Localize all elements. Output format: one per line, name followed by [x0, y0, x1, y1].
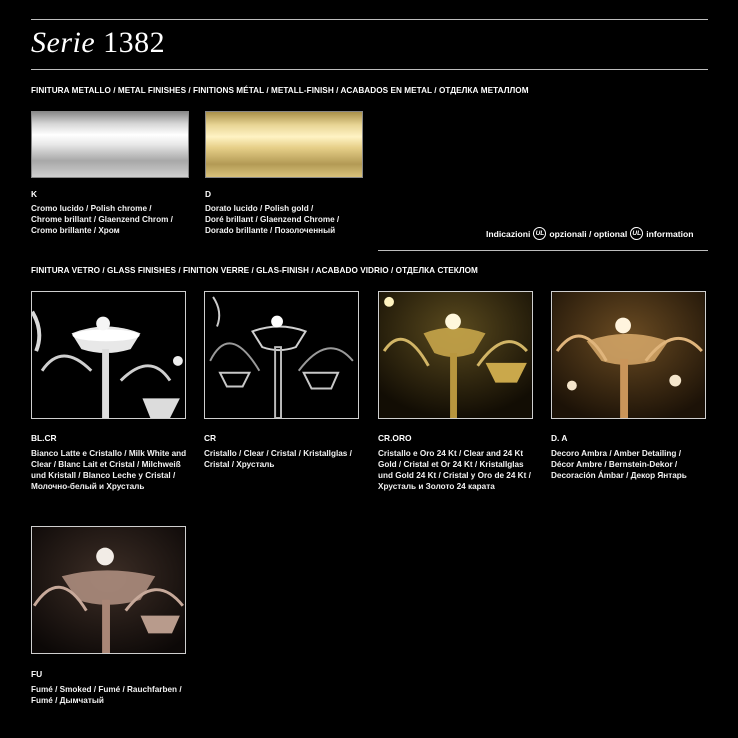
metal-desc-d	[205, 203, 339, 236]
desc-line: Fumé / Smoked / Fumé / Rauchfarben /	[31, 685, 182, 694]
desc-line: Хрусталь и Золото 24 карата	[378, 482, 495, 491]
optional-text-2: opzionali / optional	[549, 228, 628, 239]
glass-desc-cr	[204, 448, 352, 470]
desc-line: Décor Ambre / Bernstein-Dekor /	[551, 460, 678, 469]
optional-text-1: Indicazioni	[486, 228, 531, 239]
glass-code-fu: FU	[31, 669, 43, 679]
glass-desc-bl-cr	[31, 448, 186, 492]
glass-photo-bl-cr	[31, 291, 186, 419]
chandelier-image	[552, 292, 705, 418]
title-word: Serie	[31, 26, 96, 59]
metal-section-heading: FINITURA METALLO / METAL FINISHES / FINITIONS MÉTAL / METALL-FINISH / ACABADOS EN METAL / ОТДЕЛКА МЕТАЛЛОМ	[31, 86, 529, 95]
glass-desc-cr-oro	[378, 448, 531, 492]
title-number: 1382	[103, 26, 166, 59]
desc-line: Молочно-белый и Хрусталь	[31, 482, 145, 491]
glass-section-heading: FINITURA VETRO / GLASS FINISHES / FINITION VERRE / GLAS-FINISH / ACABADO VIDRIO / ОТДЕЛКА СТЕКЛОМ	[31, 266, 478, 275]
glass-photo-fu	[31, 526, 186, 654]
glass-photo-cr-oro	[378, 291, 533, 419]
glass-code-cr: CR	[204, 433, 217, 443]
desc-line: Decoro Ambra / Amber Detailing /	[551, 449, 681, 458]
desc-line: Gold / Cristal et Or 24 Kt / Kristallglas	[378, 460, 524, 469]
desc-line: Dorado brillante / Позолоченный	[205, 226, 336, 235]
glass-code-bl-cr: BL.CR	[31, 433, 57, 443]
desc-line: Chrome brillant / Glaenzend Chrom /	[31, 215, 173, 224]
desc-line: Doré brillant / Glaenzend Chrome /	[205, 215, 340, 224]
desc-line: und Gold 24 Kt / Cristal y Oro de 24 Kt /	[378, 471, 531, 480]
desc-line: Dorato lucido / Polish gold /	[205, 204, 314, 213]
optional-info-note	[486, 227, 694, 240]
chrome-swatch	[31, 111, 189, 178]
desc-line: Clear / Blanc Lait et Cristal / Milchweiß	[31, 460, 181, 469]
desc-line: Cristallo / Clear / Cristal / Kristallglas /	[204, 449, 352, 458]
chandelier-image	[32, 292, 185, 418]
glass-photo-cr	[204, 291, 359, 419]
desc-line: und Kristall / Blanco Leche y Cristal /	[31, 471, 176, 480]
desc-line: Fumé / Дымчатый	[31, 696, 104, 705]
metal-code-k: K	[31, 189, 38, 199]
title-rule	[31, 69, 708, 70]
chandelier-image	[379, 292, 532, 418]
desc-line: Cristal / Хрусталь	[204, 460, 275, 469]
desc-line: Cromo lucido / Polish chrome /	[31, 204, 152, 213]
glass-desc-fu	[31, 684, 182, 706]
desc-line: Cristallo e Oro 24 Kt / Clear and 24 Kt	[378, 449, 524, 458]
chandelier-image	[205, 292, 358, 418]
desc-line: Decoración Ámbar / Декор Янтарь	[551, 471, 687, 480]
metal-code-d: D	[205, 189, 212, 199]
metal-desc-k	[31, 203, 173, 236]
gold-swatch	[205, 111, 363, 178]
page-title	[31, 26, 165, 60]
desc-line: Bianco Latte e Cristallo / Milk White and	[31, 449, 187, 458]
section-rule	[378, 250, 708, 251]
ul-listed-icon: UL	[630, 227, 643, 240]
top-rule	[31, 19, 708, 20]
chandelier-image	[32, 527, 185, 653]
glass-code-d-a: D. A	[551, 433, 568, 443]
glass-photo-d-a	[551, 291, 706, 419]
optional-text-3: information	[646, 228, 694, 239]
ul-listed-icon: UL	[533, 227, 546, 240]
desc-line: Cromo brillante / Хром	[31, 226, 120, 235]
glass-desc-d-a	[551, 448, 687, 481]
glass-code-cr-oro: CR.ORO	[378, 433, 412, 443]
